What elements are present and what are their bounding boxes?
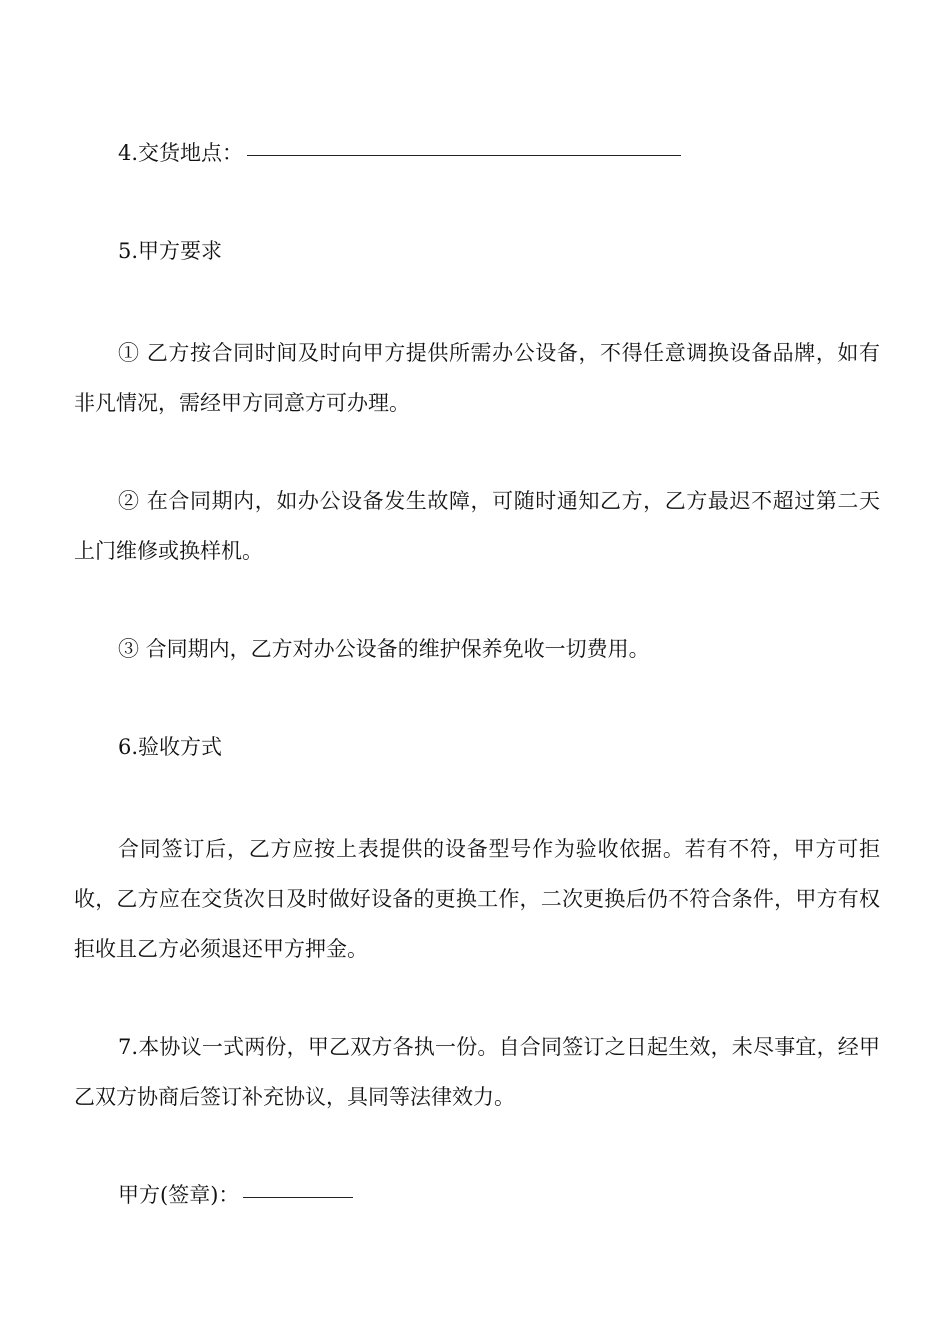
requirement-point-2: ② 在合同期内，如办公设备发生故障，可随时通知乙方，乙方最迟不超过第二天上门维修或换样机。	[74, 489, 880, 563]
requirement-point-3: ③ 合同期内，乙方对办公设备的维护保养免收一切费用。	[118, 637, 650, 661]
delivery-location-line	[74, 130, 924, 176]
party-a-signature-label: 甲方(签章)：	[118, 1183, 240, 1207]
requirement-point-1: ① 乙方按合同时间及时向甲方提供所需办公设备，不得任意调换设备品牌，如有非凡情况，需经甲方同意方可办理。	[74, 341, 880, 415]
party-a-signature-line	[74, 1172, 924, 1218]
delivery-location-label: 4.交货地点：	[118, 141, 244, 165]
party-a-signature-blank[interactable]	[243, 1196, 353, 1198]
delivery-location-blank[interactable]	[247, 154, 681, 156]
acceptance-method-heading: 6.验收方式	[118, 735, 223, 759]
party-a-requirements-heading: 5.甲方要求	[118, 239, 223, 263]
agreement-copies-clause: 7.本协议一式两份，甲乙双方各执一份。自合同签订之日起生效，未尽事宜，经甲乙双方协商后签订补充协议，具同等法律效力。	[74, 1035, 880, 1109]
acceptance-method-body: 合同签订后，乙方应按上表提供的设备型号作为验收依据。若有不符，甲方可拒收，乙方应在交货次日及时做好设备的更换工作，二次更换后仍不符合条件，甲方有权拒收且乙方必须退还甲方押金。	[74, 837, 880, 961]
